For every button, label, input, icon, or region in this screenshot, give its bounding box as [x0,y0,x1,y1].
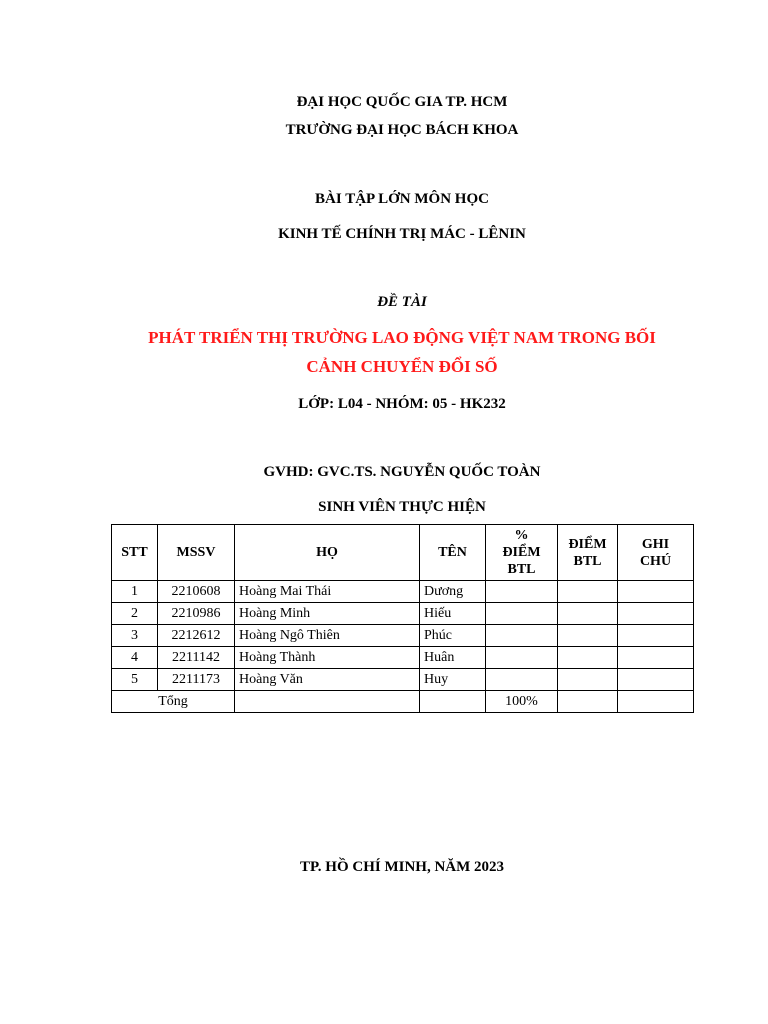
cell-stt: 3 [112,625,158,647]
cell-ghichu [618,647,694,669]
cell-percent [486,669,558,691]
school-name: TRƯỜNG ĐẠI HỌC BÁCH KHOA [285,122,519,138]
header-mssv: MSSV [158,525,235,581]
footer-place-year: TP. HỒ CHÍ MINH, NĂM 2023 [299,859,505,875]
cell-ghichu [618,581,694,603]
assignment-type: BÀI TẬP LỚN MÔN HỌC [315,191,489,207]
cell-stt: 4 [112,647,158,669]
cell-percent [486,625,558,647]
cell-ho: Hoàng Ngô Thiên [235,625,420,647]
header-ghichu-line2: CHÚ [639,553,672,569]
cell-ho: Hoàng Minh [235,603,420,625]
header-ghichu-line1: GHI [641,536,670,552]
table-row [112,669,694,691]
course-name: KINH TẾ CHÍNH TRỊ MÁC - LÊNIN [278,226,526,242]
cell-stt: 2 [112,603,158,625]
cell-ho: Hoàng Mai Thái [235,581,420,603]
cell-ho: Hoàng Văn [235,669,420,691]
cell-stt: 1 [112,581,158,603]
students-heading: SINH VIÊN THỰC HIỆN [318,499,486,515]
cell-diem [558,603,618,625]
table-row [112,647,694,669]
header-ten: TÊN [420,525,486,581]
cell-mssv: 2210608 [158,581,235,603]
topic-label: ĐỀ TÀI [377,294,427,310]
cell-mssv: 2210986 [158,603,235,625]
table-row [112,603,694,625]
students-table [111,524,694,713]
cell-ten: Hiếu [420,603,486,625]
cell-percent [486,603,558,625]
cell-ghichu [618,669,694,691]
cell-stt: 5 [112,669,158,691]
cell-mssv: 2212612 [158,625,235,647]
header-diem [558,525,618,581]
cell-total-diem [558,691,618,713]
cell-diem [558,669,618,691]
header-percent-line2: ĐIỂM [502,545,541,560]
header-diem-line2: BTL [573,553,602,569]
table-header-row [112,525,694,581]
cell-ten: Phúc [420,625,486,647]
cell-ghichu [618,603,694,625]
cell-mssv: 2211142 [158,647,235,669]
cell-total-ten [420,691,486,713]
table-row [112,581,694,603]
cell-ho: Hoàng Thành [235,647,420,669]
cell-ten: Huân [420,647,486,669]
cell-ten: Huy [420,669,486,691]
cell-diem [558,625,618,647]
cell-total-percent: 100% [486,691,558,713]
header-diem-line1: ĐIỂM [568,536,607,552]
cell-mssv: 2211173 [158,669,235,691]
cell-diem [558,581,618,603]
cell-total-label: Tổng [112,691,235,713]
class-info: LỚP: L04 - NHÓM: 05 - HK232 [298,396,506,412]
cell-percent [486,647,558,669]
table-total-row [112,691,694,713]
cell-ghichu [618,625,694,647]
header-ho: HỌ [235,525,420,581]
cell-diem [558,647,618,669]
topic-title-line2: CẢNH CHUYỂN ĐỔI SỐ [306,357,498,376]
cell-percent [486,581,558,603]
header-stt: STT [112,525,158,581]
cell-total-ghichu [618,691,694,713]
topic-title-line1: PHÁT TRIỂN THỊ TRƯỜNG LAO ĐỘNG VIỆT NAM TRONG BỐI [148,328,656,347]
cell-ten: Dương [420,581,486,603]
header-percent-line1: % [514,528,529,543]
cell-total-ho [235,691,420,713]
header-ghichu [618,525,694,581]
header-percent-line3: BTL [507,562,536,577]
table-row [112,625,694,647]
advisor: GVHD: GVC.TS. NGUYỄN QUỐC TOÀN [263,464,541,480]
header-percent [486,525,558,581]
university-name: ĐẠI HỌC QUỐC GIA TP. HCM [296,94,508,110]
